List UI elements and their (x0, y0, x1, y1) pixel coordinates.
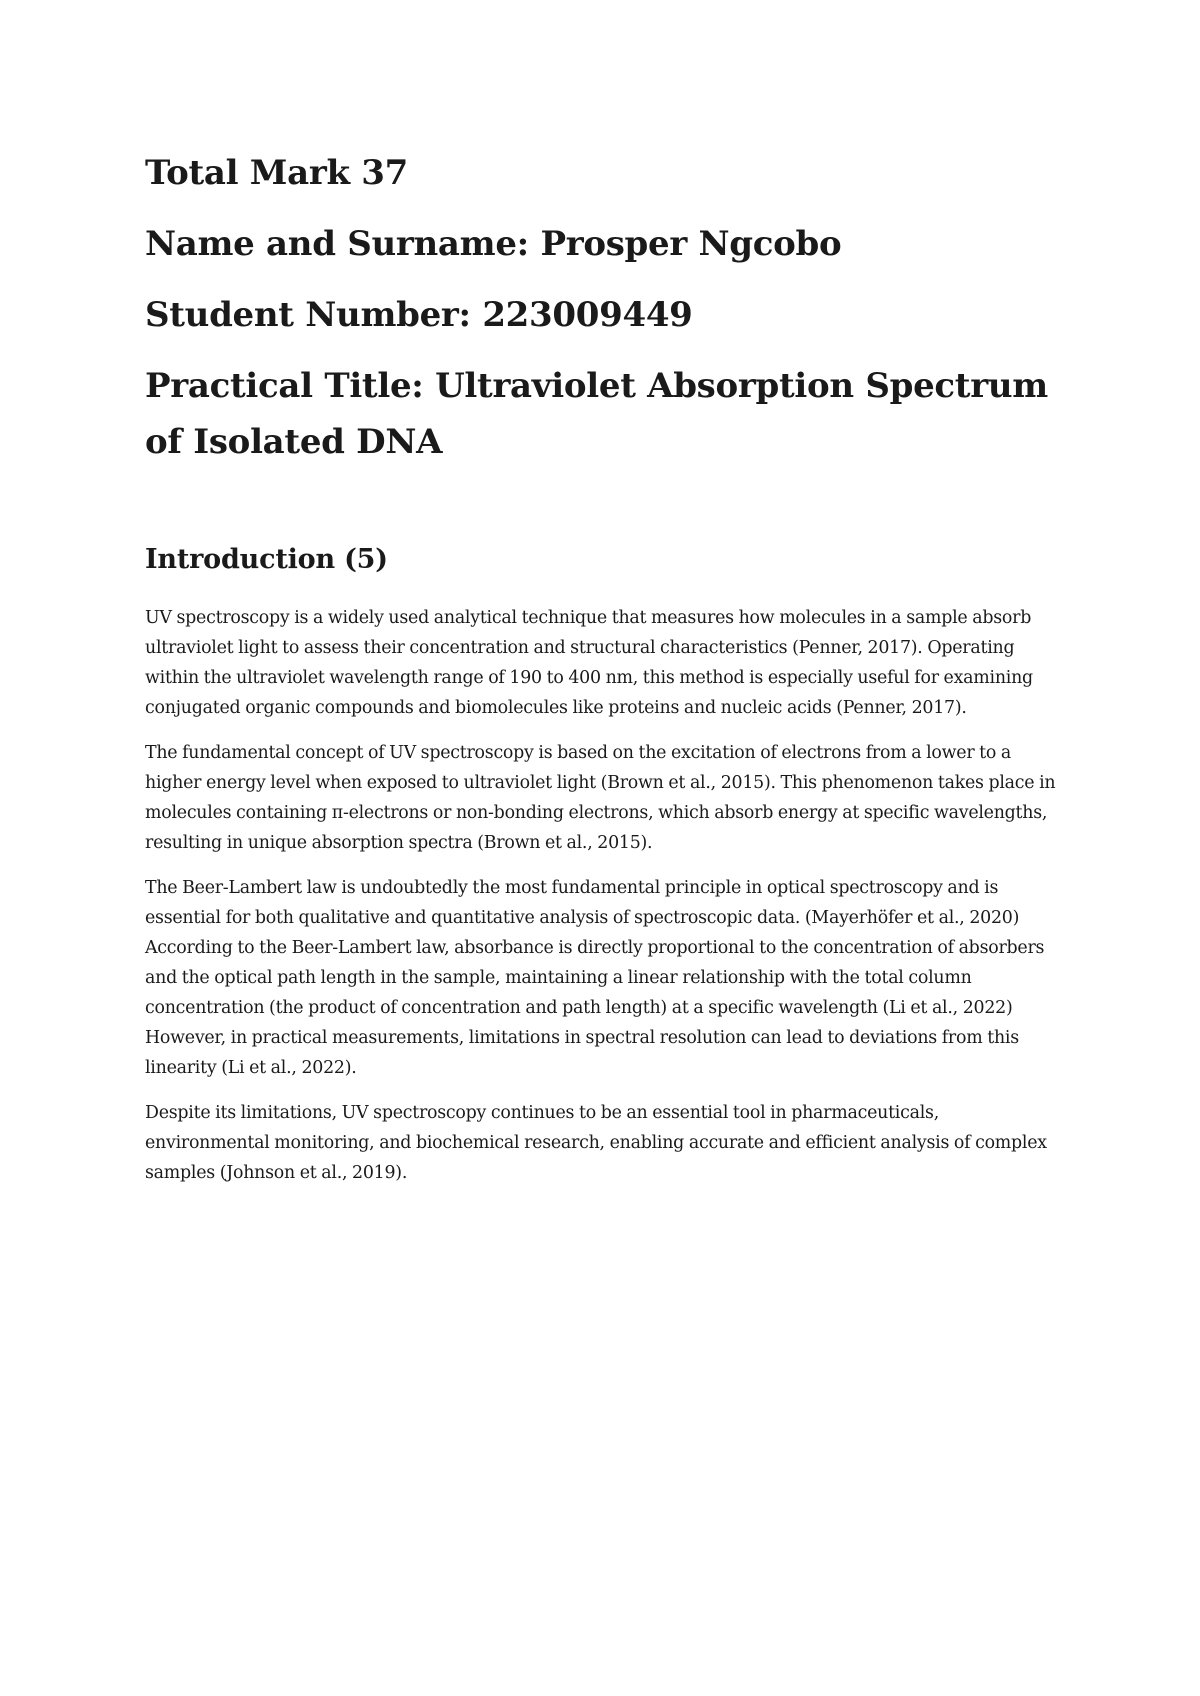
total-mark: Total Mark 37 (145, 153, 408, 193)
document-header (145, 145, 1085, 485)
practical-title: Practical Title: Ultraviolet Absorption Spectrum of Isolated DNA (145, 366, 1048, 462)
paragraph: The Beer-Lambert law is undoubtedly the most fundamental principle in optical spectroscopy and is essential for both qualitative and quantitative analysis of spectroscopic data. (Mayerhöfer et al., 2020) According to the Beer-Lambert law, absorbance is directly proportional to the concentration of absorbers and the optical path length in the sample, maintaining a linear relationship with the total column concentration (the product of concentration and path length) at a specific wavelength (Li et al., 2022) However, in practical measurements, limitations in spectral resolution can lead to deviations from this linearity (Li et al., 2022). (145, 878, 1045, 1078)
paragraph: The fundamental concept of UV spectroscopy is based on the excitation of electrons from a lower to a higher energy level when exposed to ultraviolet light (Brown et al., 2015). This phenomenon takes place in molecules containing π-electrons or non-bonding electrons, which absorb energy at specific wavelengths, resulting in unique absorption spectra (Brown et al., 2015). (145, 743, 1056, 853)
paragraph: UV spectroscopy is a widely used analytical technique that measures how molecules in a sample absorb ultraviolet light to assess their concentration and structural characteristics (Penner, 2017). Operating within the ultraviolet wavelength range of 190 to 400 nm, this method is especially useful for examining conjugated organic compounds and biomolecules like proteins and nucleic acids (Penner, 2017). (145, 608, 1033, 718)
student-name: Name and Surname: Prosper Ngcobo (145, 224, 842, 264)
introduction-heading: Introduction (5) (145, 544, 388, 575)
student-number: Student Number: 223009449 (145, 295, 693, 335)
introduction-body (145, 603, 1065, 1203)
paragraph: Despite its limitations, UV spectroscopy continues to be an essential tool in pharmaceuticals, environmental monitoring, and biochemical research, enabling accurate and efficient analysis of complex samples (Johnson et al., 2019). (145, 1103, 1047, 1183)
